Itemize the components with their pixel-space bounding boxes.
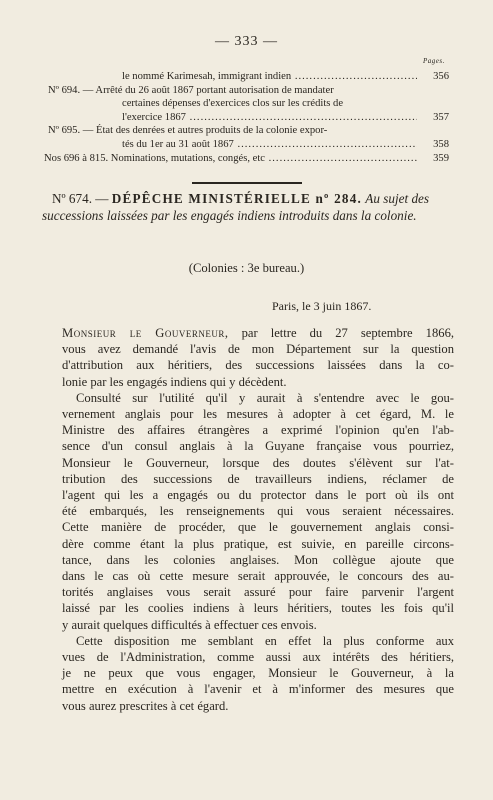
toc-entry-page: 358 — [419, 138, 449, 152]
body-line-text: par lettre du 27 septembre 1866, — [241, 326, 455, 340]
heading-dash: — — [95, 191, 109, 206]
toc-entry-text: Nº 694. — Arrêté du 26 août 1867 portant autorisation de mandater — [48, 84, 334, 96]
toc-row — [44, 152, 449, 166]
toc-entry-text: Nos 696 à 815. Nominations, mutations, congés, etc ..... — [44, 152, 417, 166]
body-line: Consulté sur l'utilité qu'il y aurait à s'entendre avec le gou- — [76, 390, 454, 405]
heading-number: Nº 674. — [52, 191, 92, 206]
toc-entry-page: 357 — [419, 111, 449, 125]
salutation: Monsieur le Gouverneur, — [62, 326, 229, 340]
section-divider — [192, 182, 302, 184]
toc-row — [44, 138, 449, 152]
toc-entry-text: l'exercice 1867 ..... — [44, 111, 417, 125]
body-line: tance, dans les colonies anglaises. Mon collègue ajoute que — [62, 552, 454, 567]
body-line: laissé par les coolies indiens à leurs héritiers, toutes les fois qu'il — [62, 601, 454, 616]
body-line: vous aurez prescrites à cet égard. — [62, 698, 229, 713]
body-line: dère comme étant la plus pratique, est suivie, en pareille circons- — [62, 536, 454, 551]
body-line: d'attribution aux héritiers, des successions laissées dans la co- — [62, 358, 454, 373]
body-line: dans le cas où cette mesure serait approuvée, le concours des au- — [62, 569, 454, 584]
body-line: vous avez demandé l'avis de mon Département sur la question — [62, 342, 454, 357]
toc-entry-text: tés du 1er au 31 août 1867 ..... — [44, 138, 417, 152]
toc-entry-text: Nº 695. — État des denrées et autres produits de la colonie expor- — [48, 125, 328, 137]
toc-entry-page: 356 — [419, 70, 449, 84]
body-line: torités anglaises vous serait assuré pour faire parvenir l'argent — [62, 585, 454, 600]
table-of-contents — [44, 70, 449, 165]
body-line: tribution des successions de travailleurs indiens, réclamer de — [62, 471, 454, 486]
page-number: — 333 — — [215, 34, 278, 49]
toc-entry-text: certaines dépenses d'exercices clos sur les crédits de — [122, 98, 344, 110]
toc-row — [44, 124, 449, 138]
body-line: lonie par les engagés indiens qui y décèdent. — [62, 374, 287, 389]
pages-column-label: Pages. — [423, 57, 445, 65]
body-line: l'agent qui les a engagés ou du protector dans le port où ils ont — [62, 488, 454, 503]
body-line: vernement anglais pour les mesures à adopter à cet égard, M. le — [62, 407, 454, 422]
body-line: été embarqués, les renseignements qui vous seraient nécessaires. — [62, 504, 454, 519]
body-line: y aurait quelques difficultés à effectuer ces envois. — [62, 617, 317, 632]
body-line: sence d'un consul anglais à la Guyane française vous pourriez, — [62, 439, 454, 454]
body-line: mettre en exécution à l'avenir et à m'informer des mesures que — [62, 682, 454, 697]
body-line: Monsieur le Gouverneur, lorsque des doutes s'élèvent sur l'at- — [62, 455, 454, 470]
heading-subject: Au sujet des successions laissées par les engagés indiens introduits dans la colonie. — [42, 191, 430, 223]
toc-row — [44, 97, 449, 111]
letter-body — [62, 325, 454, 714]
document-heading — [42, 190, 455, 224]
toc-row — [44, 111, 449, 125]
toc-entry-page: 359 — [419, 152, 449, 166]
toc-entry-text: le nommé Karimesah, immigrant indien ..... — [44, 70, 417, 84]
toc-row — [44, 84, 449, 98]
body-line — [62, 325, 454, 341]
letter-date: Paris, le 3 juin 1867. — [272, 299, 372, 313]
body-line: Ministre des affaires étrangères a exprimé l'opinion qu'en l'ab- — [62, 423, 454, 438]
body-line: Cette disposition me semblant en effet la plus conforme aux — [76, 633, 454, 648]
body-line: Cette manière de procéder, que le gouvernement anglais consi- — [62, 520, 454, 535]
toc-row — [44, 70, 449, 84]
body-line: je ne peux que vous engager, Monsieur le Gouverneur, à la — [62, 666, 454, 681]
subheading: (Colonies : 3e bureau.) — [188, 261, 305, 275]
heading-title-bold: DÉPÊCHE MINISTÉRIELLE nº 284. — [111, 191, 362, 206]
body-line: vues de l'Administration, comme aussi aux intérêts des héritiers, — [62, 650, 454, 665]
